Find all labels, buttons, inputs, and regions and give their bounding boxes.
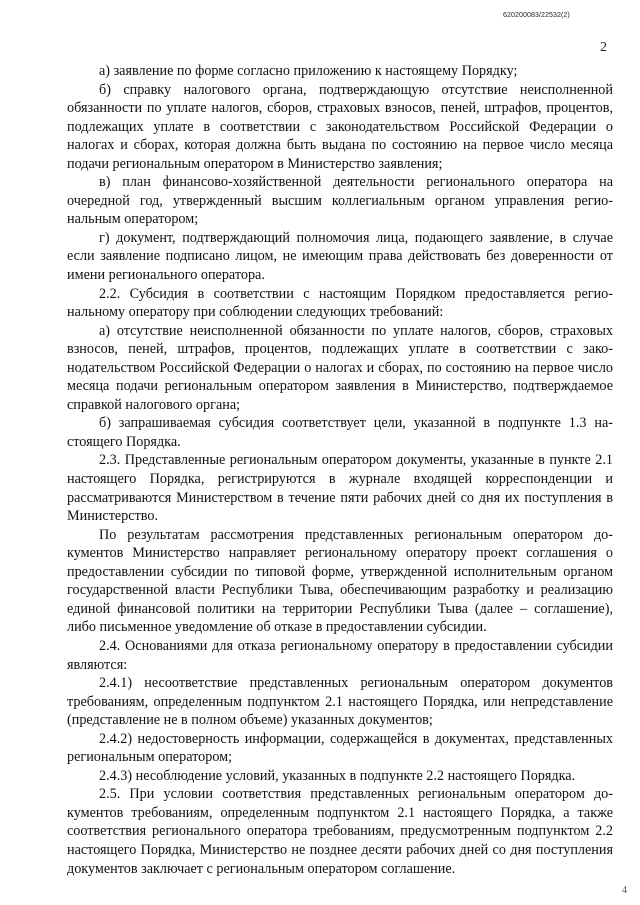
paragraph-subsidy-purpose: б) запрашиваемая субсидия соответствует цели, указанной в подпункте 1.3 настоящего Порядка. [67, 415, 613, 450]
paragraph-tax-certificate: б) справку налогового органа, подтверждающую отсутствие неисполненной обязанности по уплате налогов, сборов, страховых взносов, пеней, штрафов, процентов, подлежащих уплате в соответствии с законодательством Российской Федерации о налогах и сборах, которая должна быть выдана по состоянию на первое число месяца подачи региональным оператором в Министерство заявления; [67, 81, 613, 172]
paragraph-2-4-3: 2.4.3) несоблюдение условий, указанных в подпункте 2.2 настоящего Порядка. [99, 767, 576, 784]
paragraph-application-form: а) заявление по форме согласно приложению к настоящему Порядку; [99, 63, 518, 79]
document-body [67, 62, 613, 878]
paragraph-2-5-agreement: 2.5. При условии соответствия представленных региональным оператором документов требованиям, определенным подпунктом 2.1 настоящего Порядка, а также соответствия регионального оператора требованиям, предусмотренным подпунктом 2.2 настоящего Порядка, Министерство не позднее десяти рабочих дней со дня поступления документов заключает с региональным оператором соглашение. [67, 786, 613, 877]
corner-mark: 4 [622, 885, 627, 896]
paragraph-2-3-registration: 2.3. Представленные региональным оператором документы, указанные в пункте 2.1 настоящего Порядка, регистрируются в журнале входящей корреспонденции и рассматриваются Министерством в течение пяти рабочих дней со дня их поступления в Министерство. [67, 452, 613, 525]
page-number: 2 [600, 40, 607, 55]
paragraph-no-tax-debt: а) отсутствие неисполненной обязанности по уплате налогов, сборов, страховых взносов, пеней, штрафов, процентов, подлежащих уплате в соответствии с законодательством Российской Федерации о налогах и сборах, по состоянию на первое число месяца подачи региональным оператором заявления в Министерство, подтверждаемое справкой налогового органа; [67, 322, 613, 413]
paragraph-authority-document: г) документ, подтверждающий полномочия лица, подающего заявление, в случае если заявление подписано лицом, не имеющим права действовать без доверенности от имени регионального оператора. [67, 229, 613, 284]
paragraph-2-2-requirements: 2.2. Субсидия в соответствии с настоящим Порядком предоставляется региональному оператору при соблюдении следующих требований: [67, 285, 613, 321]
document-registration-number: 620200083/22532(2) [503, 12, 570, 19]
paragraph-2-4-2: 2.4.2) недостоверность информации, содержащейся в документах, представленных региональным оператором; [67, 730, 613, 766]
paragraph-2-4-refusal-grounds: 2.4. Основаниями для отказа региональному оператору в предоставлении субсидии являются: [67, 637, 613, 673]
paragraph-business-plan: в) план финансово-хозяйственной деятельности регионального оператора на очередной год, утвержденный высшим коллегиальным органом управления региональным оператором; [67, 174, 613, 228]
paragraph-2-4-1: 2.4.1) несоответствие представленных региональным оператором документов требованиям, определенным подпунктом 2.1 настоящего Порядка, или непредставление (представление не в полном объеме) указанных документов; [67, 675, 613, 729]
paragraph-review-results: По результатам рассмотрения представленных региональным оператором документов Министерство направляет региональному оператору проект соглашения о предоставлении субсидии по типовой форме, утвержденной исполнительным органом государственной власти Республики Тыва, обеспечивающим разработку и реализацию единой финансовой политики на территории Республики Тыва (далее – соглашение), либо письменное уведомление об отказе в предоставлении субсидии. [67, 526, 613, 636]
